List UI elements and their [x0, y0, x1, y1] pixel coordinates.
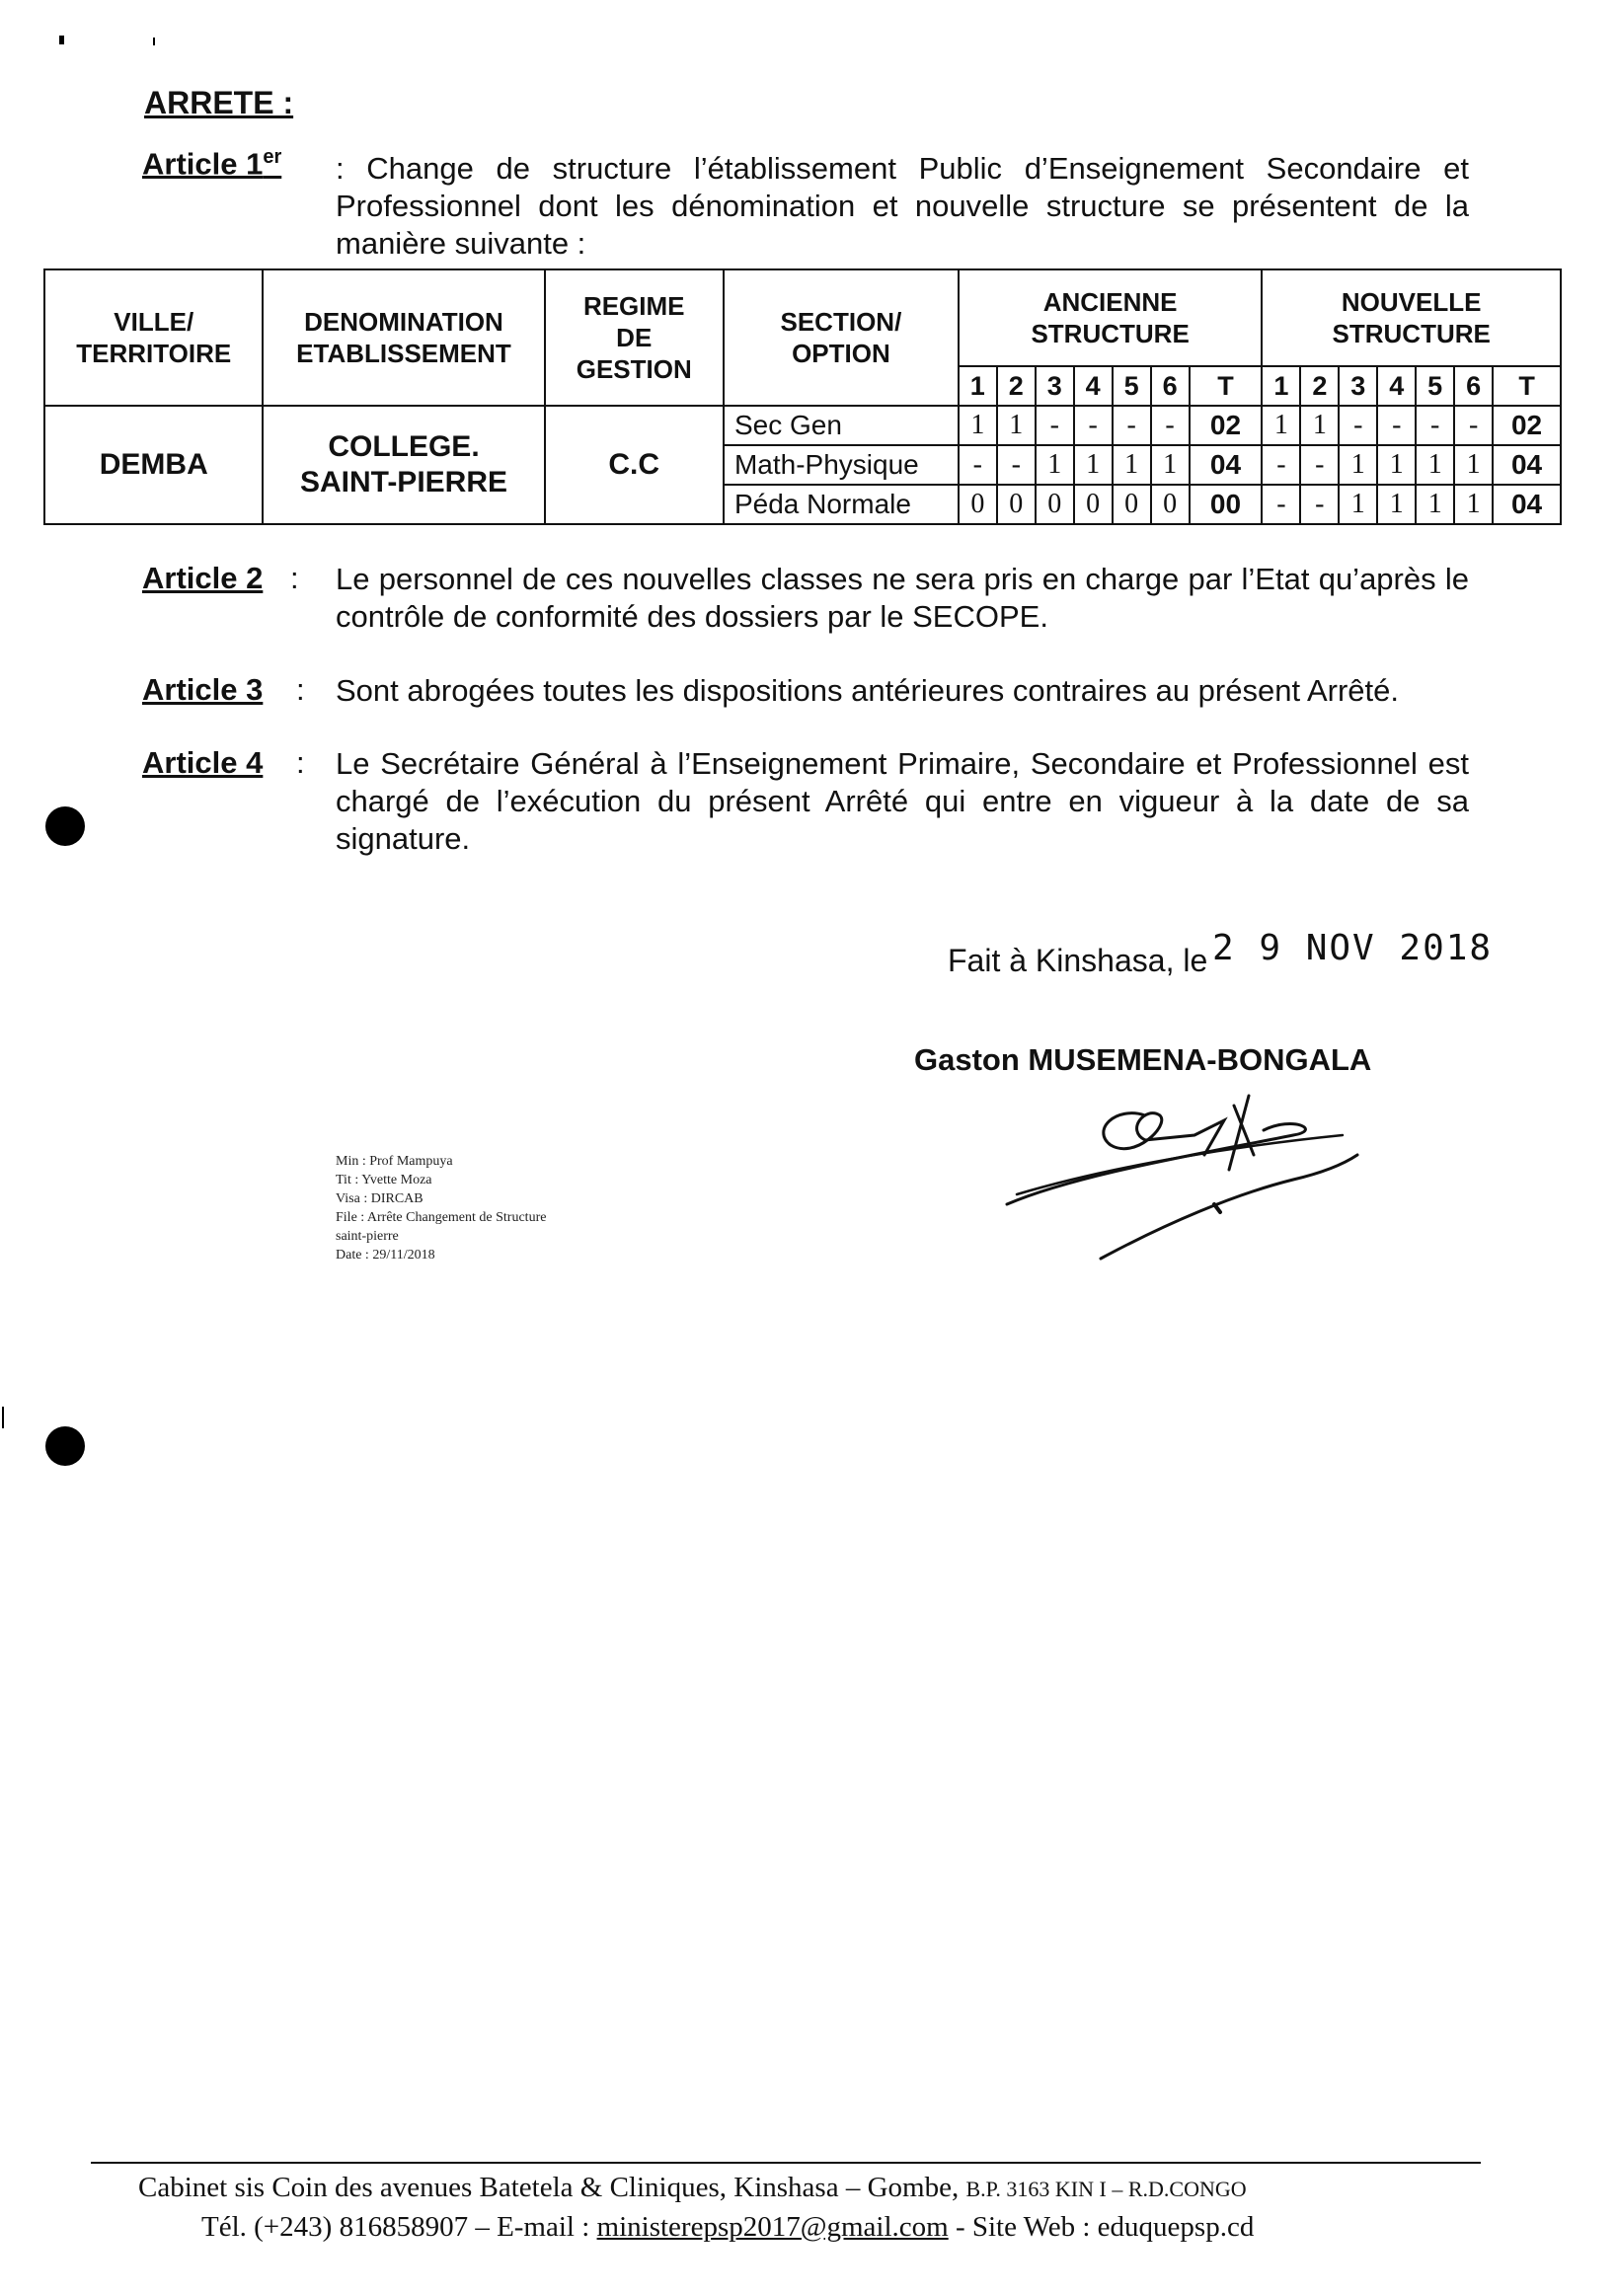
class-cell: - — [1339, 406, 1377, 445]
class-cell: 1 — [1416, 485, 1454, 524]
article-4-label: Article 4 — [142, 745, 264, 780]
class-cell: 1 — [1113, 445, 1151, 485]
class-cell: 1 — [1339, 445, 1377, 485]
class-cell: 1 — [1377, 485, 1416, 524]
date-stamp: 2 9 NOV 2018 — [1212, 928, 1494, 968]
header-total: T — [1190, 366, 1263, 406]
class-cell: 1 — [1339, 485, 1377, 524]
signatory-name: Gaston MUSEMENA-BONGALA — [914, 1042, 1372, 1077]
header-num: 5 — [1416, 366, 1454, 406]
class-cell: - — [1454, 406, 1493, 445]
class-cell: - — [1377, 406, 1416, 445]
article-4-colon: : — [296, 745, 305, 780]
header-num: 4 — [1074, 366, 1113, 406]
header-num: 6 — [1151, 366, 1190, 406]
total-cell: 04 — [1190, 445, 1263, 485]
header-num: 5 — [1113, 366, 1151, 406]
class-cell: - — [997, 445, 1036, 485]
class-cell: 1 — [1416, 445, 1454, 485]
class-cell: 1 — [1300, 406, 1339, 445]
class-cell: - — [1074, 406, 1113, 445]
class-cell: 0 — [959, 485, 997, 524]
header-ville: VILLE/ TERRITOIRE — [44, 269, 263, 406]
ref-file-name: saint-pierre — [336, 1229, 399, 1244]
structure-table — [43, 268, 1562, 525]
class-cell: 0 — [1036, 485, 1074, 524]
scan-mark — [59, 36, 64, 44]
table-row — [44, 406, 1561, 445]
article-1-label-text: Article 1 — [142, 146, 264, 182]
class-cell: 1 — [1454, 485, 1493, 524]
article-1-text: : Change de structure l’établissement Public d’Enseignement Secondaire et Professionnel dont les dénomination et nouvelle structure se présentent de la manière suivante : — [336, 151, 1469, 261]
header-ancienne-structure: ANCIENNE STRUCTURE — [959, 269, 1263, 366]
ref-min: Min : Prof Mampuya — [336, 1154, 453, 1169]
footer-divider — [91, 2162, 1481, 2164]
article-1-sup: er — [263, 146, 282, 168]
punch-hole — [45, 1426, 85, 1466]
header-num: 3 — [1036, 366, 1074, 406]
footer-address-postal: B.P. 3163 KIN I – R.D.CONGO — [965, 2177, 1247, 2201]
ref-visa: Visa : DIRCAB — [336, 1191, 424, 1206]
footer-phone: Tél. (+243) 816858907 – E-mail : — [201, 2211, 590, 2243]
section-cell: Math-Physique — [724, 445, 959, 485]
class-cell: 1 — [1262, 406, 1300, 445]
footer-contact — [201, 2211, 1254, 2244]
class-cell: 1 — [1036, 445, 1074, 485]
total-cell: 04 — [1493, 485, 1561, 524]
header-num: 1 — [959, 366, 997, 406]
section-cell: Sec Gen — [724, 406, 959, 445]
header-num: 4 — [1377, 366, 1416, 406]
header-total: T — [1493, 366, 1561, 406]
class-cell: 1 — [997, 406, 1036, 445]
section-cell: Péda Normale — [724, 485, 959, 524]
place-of-signing: Fait à Kinshasa, le — [948, 943, 1208, 978]
class-cell: - — [1416, 406, 1454, 445]
class-cell: 1 — [1151, 445, 1190, 485]
header-nouvelle-structure: NOUVELLE STRUCTURE — [1262, 269, 1561, 366]
footer-address — [138, 2172, 1247, 2204]
total-cell: 02 — [1493, 406, 1561, 445]
punch-hole — [45, 806, 85, 846]
class-cell: - — [1300, 445, 1339, 485]
total-cell: 00 — [1190, 485, 1263, 524]
header-num: 2 — [997, 366, 1036, 406]
class-cell: - — [1262, 445, 1300, 485]
class-cell: 0 — [1151, 485, 1190, 524]
decree-heading: ARRETE : — [144, 85, 294, 120]
class-cell: - — [1262, 485, 1300, 524]
article-3-label: Article 3 — [142, 672, 264, 707]
regime-cell: C.C — [545, 406, 724, 524]
footer-website: - Site Web : eduquepsp.cd — [955, 2211, 1255, 2243]
article-2-text: Le personnel de ces nouvelles classes ne sera pris en charge par l’Etat qu’après le contrôle de conformité des dossiers par le SECOPE. — [336, 562, 1469, 634]
ref-date: Date : 29/11/2018 — [336, 1248, 435, 1263]
header-num: 3 — [1339, 366, 1377, 406]
ville-cell: DEMBA — [44, 406, 263, 524]
article-1-label — [142, 146, 281, 182]
header-regime: REGIME DE GESTION — [545, 269, 724, 406]
footer-address-main: Cabinet sis Coin des avenues Batetela & Cliniques, Kinshasa – Gombe, — [138, 2172, 960, 2203]
footer-email-link[interactable]: ministerepsp2017@gmail.com — [596, 2211, 949, 2243]
etablissement-cell: COLLEGE. SAINT-PIERRE — [263, 406, 544, 524]
article-3-text: Sont abrogées toutes les dispositions antérieures contraires au présent Arrêté. — [336, 673, 1400, 708]
article-2-label: Article 2 — [142, 561, 264, 595]
class-cell: 1 — [1454, 445, 1493, 485]
handwritten-signature — [997, 1076, 1412, 1273]
header-num: 6 — [1454, 366, 1493, 406]
ref-file: File : Arrête Changement de Structure — [336, 1210, 547, 1225]
reference-block — [336, 1152, 546, 1264]
scan-mark — [2, 1407, 4, 1428]
scan-mark — [153, 38, 155, 45]
header-num: 1 — [1262, 366, 1300, 406]
class-cell: 1 — [1377, 445, 1416, 485]
total-cell: 04 — [1493, 445, 1561, 485]
article-4-text: Le Secrétaire Général à l’Enseignement Primaire, Secondaire et Professionnel est chargé de l’exécution du présent Arrêté qui entre en vigueur à la date de sa signature. — [336, 746, 1469, 856]
class-cell: 0 — [1074, 485, 1113, 524]
class-cell: - — [1151, 406, 1190, 445]
class-cell: - — [959, 445, 997, 485]
total-cell: 02 — [1190, 406, 1263, 445]
class-cell: - — [1036, 406, 1074, 445]
article-2-colon: : — [290, 561, 299, 595]
article-3-colon: : — [296, 672, 305, 707]
header-denomination: DENOMINATION ETABLISSEMENT — [263, 269, 544, 406]
header-num: 2 — [1300, 366, 1339, 406]
class-cell: 1 — [1074, 445, 1113, 485]
header-section: SECTION/ OPTION — [724, 269, 959, 406]
class-cell: 0 — [997, 485, 1036, 524]
class-cell: 1 — [959, 406, 997, 445]
class-cell: - — [1113, 406, 1151, 445]
class-cell: - — [1300, 485, 1339, 524]
ref-tit: Tit : Yvette Moza — [336, 1173, 432, 1187]
class-cell: 0 — [1113, 485, 1151, 524]
